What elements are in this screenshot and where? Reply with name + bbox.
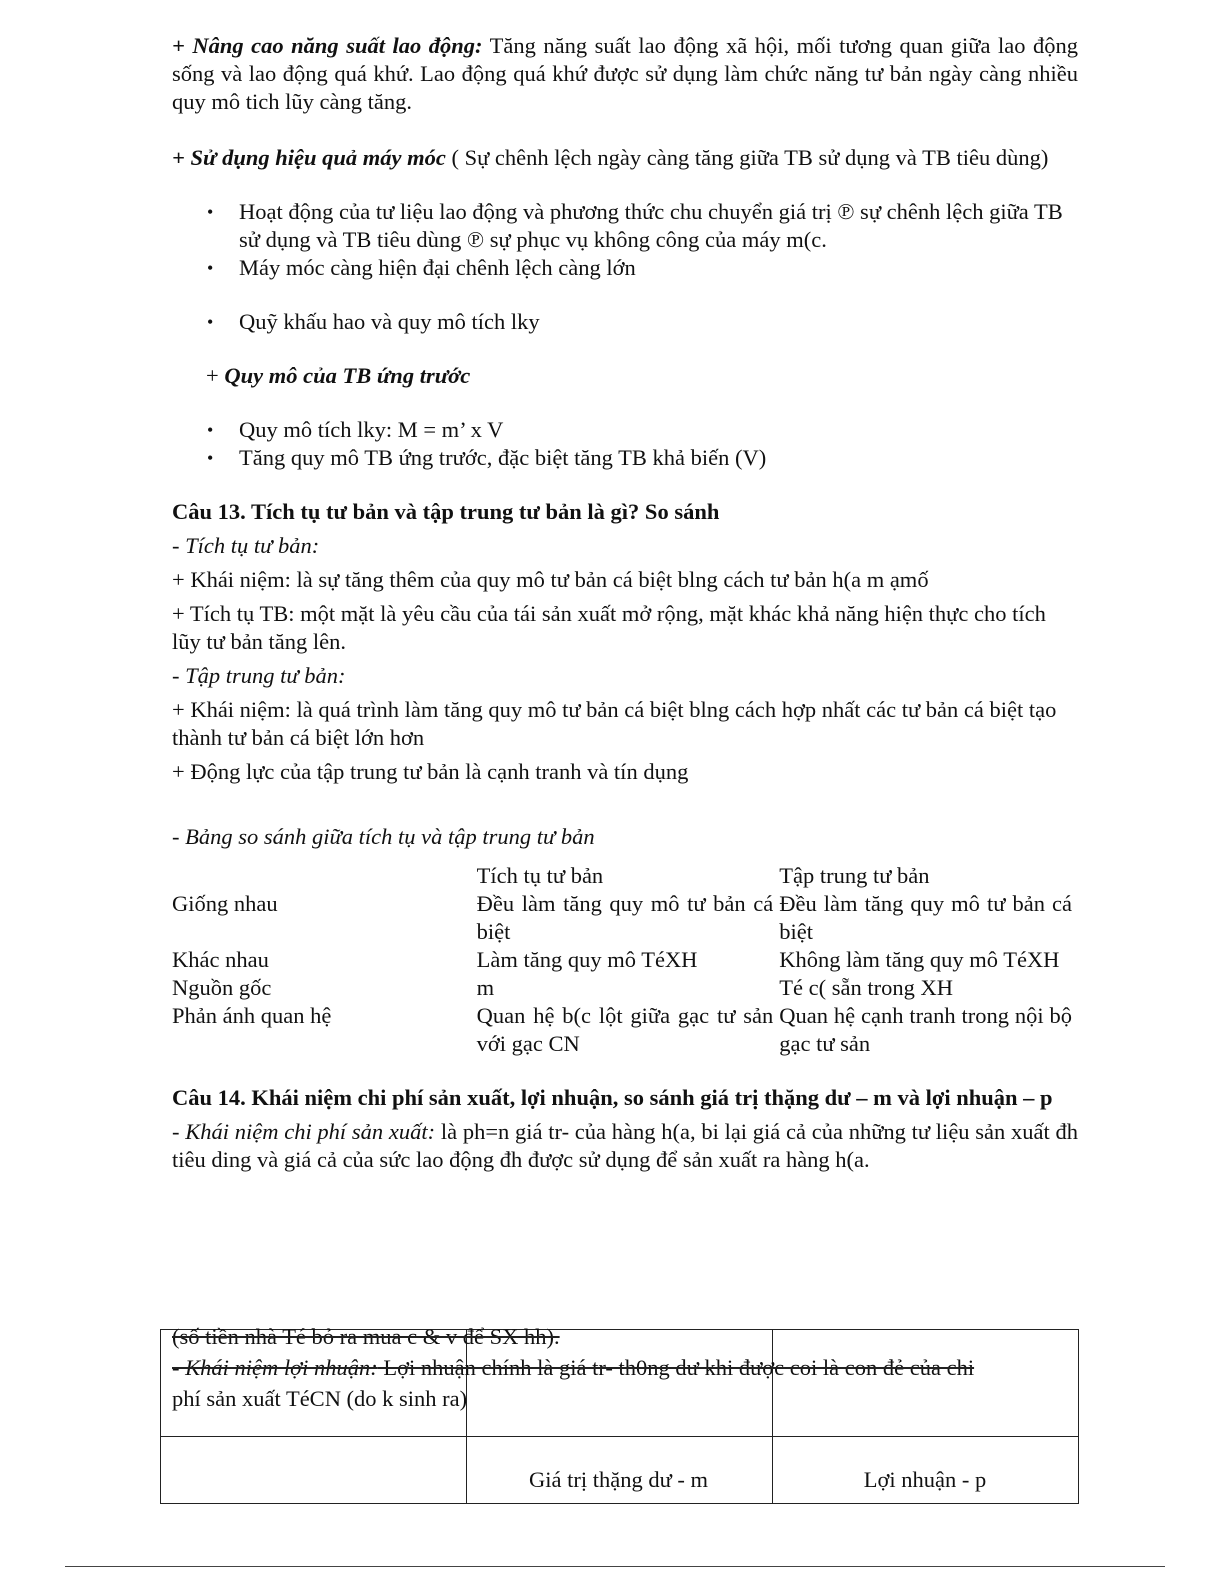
table-header-cell: Tập trung tư bản (779, 863, 930, 888)
q14-cost-tail: (số tiền nhà Té bỏ ra mua c & v để SX hh). (172, 1324, 560, 1349)
q14-profit-text: Lợi nhuận chính là giá tr- th0ng dư khi được coi là con đẻ của chi (377, 1355, 975, 1380)
box-header-surplus-value: Giá trị thặng dư - m (528, 1467, 709, 1492)
table-cell: Không làm tăng quy mô TéXH (779, 947, 1060, 972)
q14-cost-label: - Khái niệm chi phí sản xuất: (172, 1119, 436, 1144)
table-cell: Đều làm tăng quy mô tư bản cá biệt (779, 891, 1072, 944)
table-cell: Giống nhau (172, 891, 278, 916)
q13-concentration-driver: + Động lực của tập trung tư bản là cạnh tranh và tín dụng (172, 759, 689, 784)
table-header-cell: Tích tụ tư bản (476, 863, 604, 888)
q13-concentration-concept: + Khái niệm: là quá trình làm tăng quy mô tư bản cá biệt blng cách hợp nhất các tư bản cá biệt tạo thành tư bản cá biệt lớn hơn (172, 697, 1057, 750)
list-item: • Tăng quy mô TB ứng trước, đặc biệt tăng TB khả biến (V) (172, 444, 1078, 472)
table-cell: Khác nhau (172, 947, 269, 972)
q14-cost-text: là ph=n giá tr- của hàng h(a, bi lại giá cả của những tư liệu sản xuất đh tiêu ding và giá cả của sức lao động đh được sử dụng để sản xuất ra hàng h(a. (172, 1119, 1078, 1172)
label-productivity: + Nâng cao năng suất lao động: (172, 33, 483, 58)
overlapping-text-block (172, 1323, 1066, 1413)
q14-profit-tail: phí sản xuất TéCN (do k sinh ra) (172, 1386, 468, 1411)
heading-plus: + (206, 363, 225, 388)
box-header-profit: Lợi nhuận - p (863, 1467, 987, 1492)
paragraph-productivity (172, 32, 1078, 116)
bullet-list-depreciation (172, 308, 1078, 336)
table-row (170, 1002, 1076, 1058)
q13-accumulation-concept: + Khái niệm: là sự tăng thêm của quy mô tư bản cá biệt blng cách tư bản h(a m ạmố (172, 567, 929, 592)
bullet-list-advance-capital (172, 416, 1078, 472)
table-row (170, 890, 1076, 946)
list-item: • Hoạt động của tư liệu lao động và phương thức chu chuyển giá trị ℗ sự chênh lệch giữa TB sử dụng và TB tiêu dùng ℗ sự phục vụ không công của máy m(c. (172, 198, 1078, 254)
q13-concentration-heading: - Tập trung tư bản: (172, 663, 346, 688)
list-item: • Máy móc càng hiện đại chênh lệch càng lớn (172, 254, 1078, 282)
list-item: • Quy mô tích lky: M = m’ x V (172, 416, 1078, 444)
table-cell (170, 862, 475, 890)
list-item: • Quỹ khấu hao và quy mô tích lky (172, 308, 1078, 336)
question-13-title: Câu 13. Tích tụ tư bản và tập trung tư bản là gì? So sánh (172, 499, 720, 524)
table-cell: Nguồn gốc (172, 975, 272, 1000)
q14-profit-definition (172, 1354, 1066, 1382)
table-row (170, 946, 1076, 974)
q14-cost-definition (172, 1118, 1078, 1174)
heading-advance-capital (172, 362, 1078, 390)
table-cell: Quan hệ cạnh tranh trong nội bộ gạc tư sản (779, 1003, 1072, 1056)
paragraph-machinery (172, 144, 1078, 172)
text-machinery: ( Sự chênh lệch ngày càng tăng giữa TB sử dụng và TB tiêu dùng) (445, 145, 1049, 170)
comparison-table-title: - Bảng so sánh giữa tích tụ và tập trung tư bản (172, 824, 595, 849)
table-row (170, 974, 1076, 1002)
page-bottom-divider (65, 1566, 1165, 1567)
heading-advance-capital-label: Quy mô của TB ứng trước (224, 363, 471, 388)
table-cell: Làm tăng quy mô TéXH (476, 947, 698, 972)
table-cell: m (476, 975, 495, 1000)
comparison-table (170, 862, 1076, 1058)
table-cell: Quan hệ b(c lột giữa gạc tư sản với gạc CN (476, 1003, 774, 1056)
question-14-title: Câu 14. Khái niệm chi phí sản xuất, lợi nhuận, so sánh giá trị thặng dư – m và lợi nhuận – p (172, 1085, 1053, 1110)
table-cell: Đều làm tăng quy mô tư bản cá biệt (476, 891, 774, 944)
label-machinery: + Sử dụng hiệu quả máy móc (172, 145, 446, 170)
table-cell: Té c( sẵn trong XH (779, 975, 953, 1000)
q14-profit-label: - Khái niệm lợi nhuận: (172, 1355, 378, 1380)
bullet-list-machinery (172, 198, 1078, 282)
q13-accumulation-detail: + Tích tụ TB: một mặt là yêu cầu của tái sản xuất mở rộng, mặt khác khả năng hiện thực cho tích lũy tư bản tăng lên. (172, 601, 1046, 654)
text-productivity: Tăng năng suất lao động xã hội, mối tương quan giữa lao động sống và lao động quá khứ. Lao động quá khứ được sử dụng làm chức năng tư bản ngày càng nhiều quy mô tich lũy càng tăng. (172, 33, 1079, 114)
q13-accumulation-heading: - Tích tụ tư bản: (172, 533, 320, 558)
document-page (172, 32, 1078, 1174)
table-row (170, 862, 1076, 890)
table-cell: Phản ánh quan hệ (172, 1003, 332, 1028)
